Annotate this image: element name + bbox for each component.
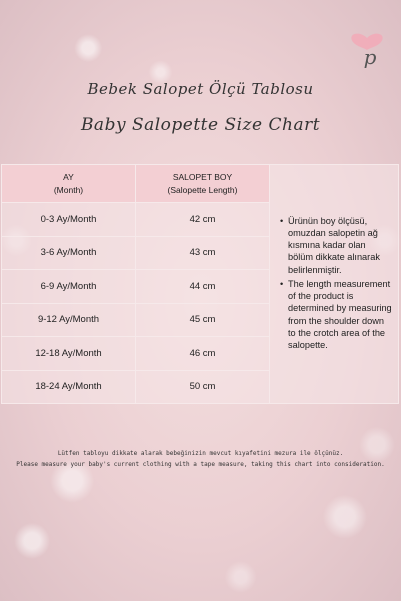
table-row (2, 237, 269, 271)
header-month-label: AY (63, 171, 74, 182)
table-row (2, 203, 269, 237)
length-cell: 46 cm (135, 337, 269, 370)
note-turkish-text: Ürünün boy ölçüsü, omuzdan salopetin ağ kısmına kadar olan bölüm dikkate alınarak belirlenmiştir. (288, 215, 380, 275)
month-cell: 9-12 Ay/Month (37, 314, 100, 326)
footer-instructions (0, 448, 401, 470)
measurement-note (270, 165, 398, 403)
length-cell: 43 cm (135, 237, 269, 270)
month-cell: 0-3 Ay/Month (40, 213, 97, 225)
logo-letter: p (363, 45, 377, 69)
table-row (2, 304, 269, 338)
note-turkish (280, 215, 392, 276)
bullet-icon: • (280, 278, 284, 289)
month-cell: 3-6 Ay/Month (40, 247, 97, 259)
header-length-label: SALOPET BOY (172, 171, 233, 182)
length-cell: 42 cm (135, 203, 269, 236)
footer-turkish: Lütfen tabloyu dikkate alarak bebeğinizin mevcut kıyafetini mezura ile ölçünüz. (57, 450, 344, 457)
note-english-text: The length measurement of the product is determined by measuring from the shoulder down to the crotch area of the salopette. (288, 278, 392, 350)
header-month (2, 165, 135, 202)
brand-logo (345, 20, 389, 76)
header-length-sublabel: (Salopette Length) (167, 184, 238, 195)
bullet-icon: • (280, 215, 284, 226)
note-english (280, 278, 392, 351)
length-cell: 50 cm (135, 371, 269, 404)
size-table (2, 165, 270, 403)
table-row (2, 270, 269, 304)
table-row (2, 371, 269, 404)
month-cell: 12-18 Ay/Month (35, 347, 102, 359)
month-cell: 18-24 Ay/Month (35, 381, 102, 393)
table-header-row (2, 165, 269, 203)
header-month-sublabel: (Month) (53, 184, 84, 195)
length-cell: 44 cm (135, 270, 269, 303)
length-cell: 45 cm (135, 304, 269, 337)
title-turkish: Bebek Salopet Ölçü Tablosu (87, 80, 314, 98)
title-english: Baby Salopette Size Chart (80, 115, 321, 135)
month-cell: 6-9 Ay/Month (40, 280, 97, 292)
footer-english: Please measure your baby's current clothing with a tape measure, taking this chart into consideration. (16, 461, 385, 468)
header-length (135, 165, 269, 202)
size-chart (1, 164, 399, 404)
table-row (2, 337, 269, 371)
